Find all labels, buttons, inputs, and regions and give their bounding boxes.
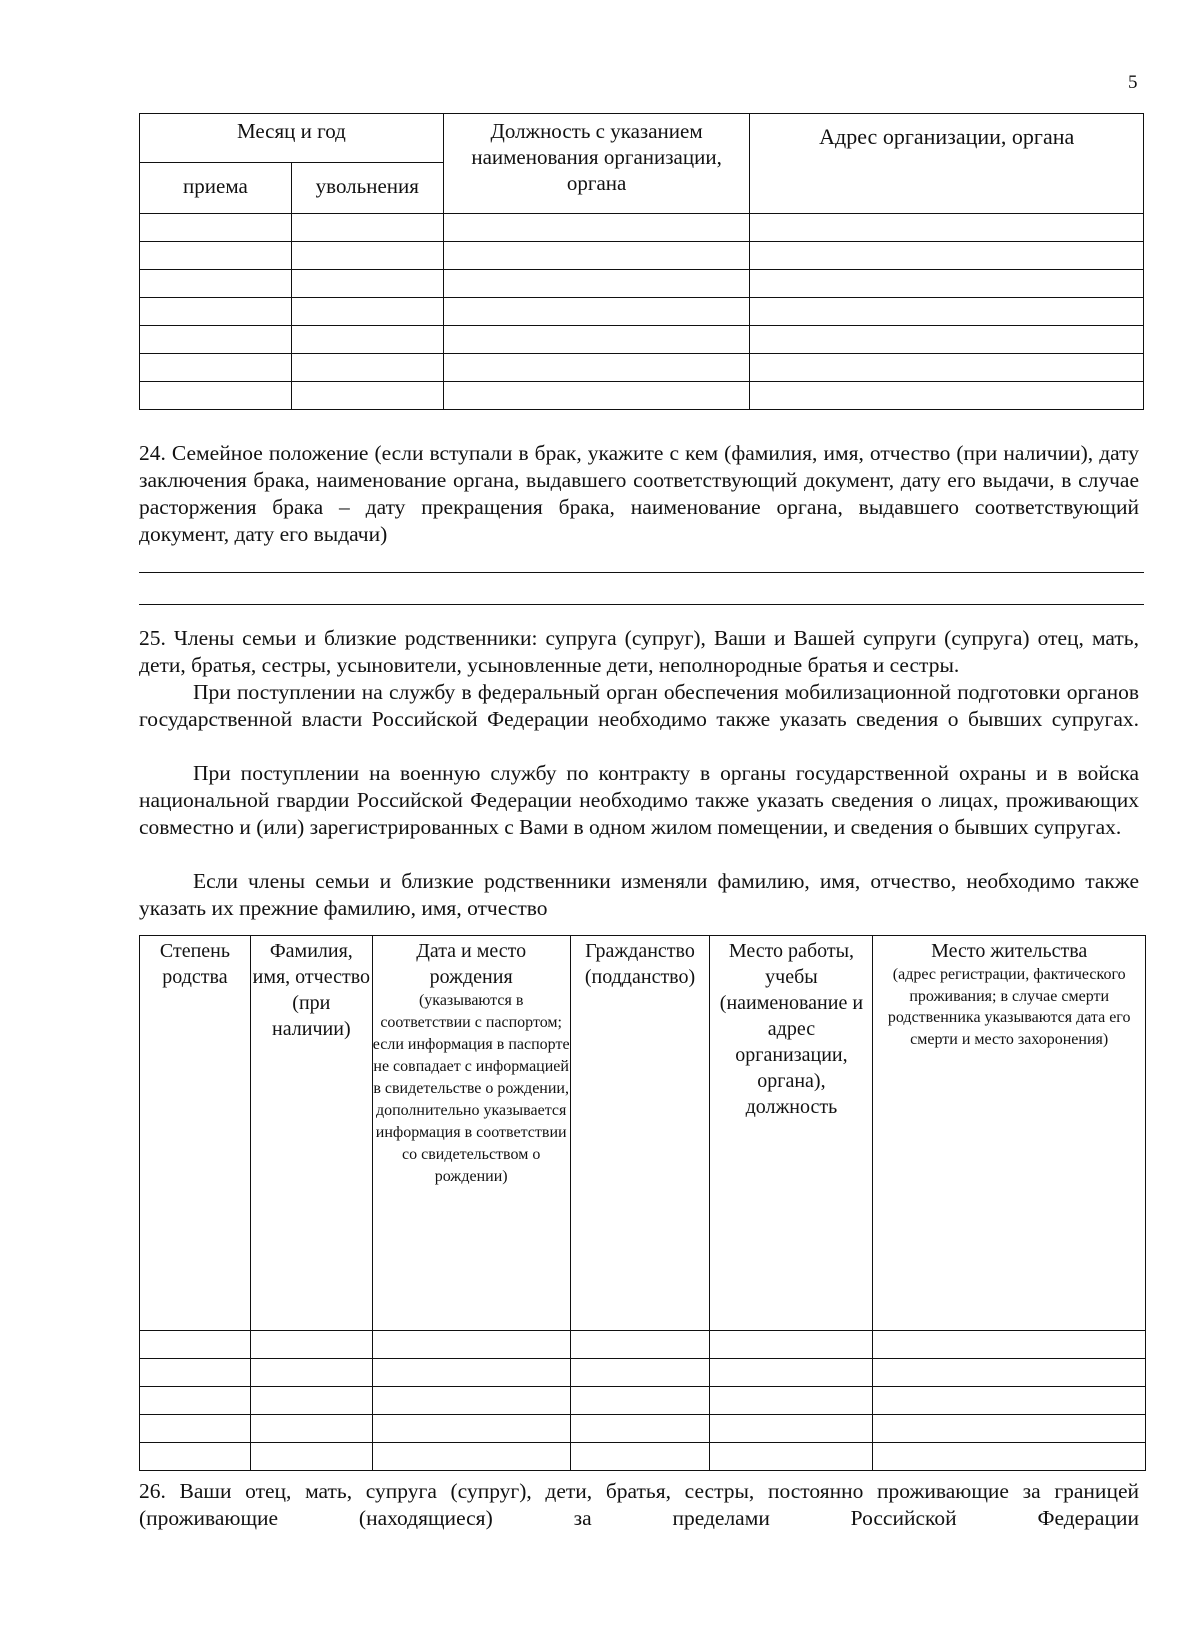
cell[interactable]: [750, 242, 1144, 270]
cell[interactable]: [570, 1359, 710, 1387]
cell[interactable]: [873, 1359, 1146, 1387]
item-26-relatives-abroad: 26. Ваши отец, мать, супруга (супруг), дети, братья, сестры, постоянно проживающие за границей (проживающие (находящиеся) за пределами Российской Федерации: [139, 1479, 1139, 1530]
cell[interactable]: [140, 1359, 251, 1387]
cell[interactable]: [710, 1359, 873, 1387]
cell[interactable]: [570, 1443, 710, 1471]
cell[interactable]: [140, 354, 292, 382]
header-position: Должность с указанием наименования организации, органа: [443, 114, 750, 214]
table-row: [140, 1443, 1146, 1471]
header-birth-main: Дата и место рождения: [416, 940, 527, 988]
table-row: [140, 270, 1144, 298]
header-workplace: Место работы, учебы (наименование и адрес организации, органа), должность: [710, 936, 873, 1331]
cell[interactable]: [250, 1415, 372, 1443]
cell[interactable]: [140, 1415, 251, 1443]
item-25-paragraph-4: Если члены семьи и близкие родственники изменяли фамилию, имя, отчество, необходимо также указать их прежние фамилию, имя, отчество: [139, 869, 1139, 920]
cell[interactable]: [570, 1331, 710, 1359]
cell[interactable]: [140, 242, 292, 270]
table-row: [140, 382, 1144, 410]
cell[interactable]: [443, 242, 750, 270]
header-residence: [873, 936, 1146, 1331]
cell[interactable]: [140, 214, 292, 242]
cell[interactable]: [443, 298, 750, 326]
table-row: [140, 298, 1144, 326]
header-kinship: Степень родства: [140, 936, 251, 1331]
table-row: [140, 354, 1144, 382]
table-row: [140, 242, 1144, 270]
fill-line[interactable]: [139, 604, 1144, 605]
cell[interactable]: [291, 242, 443, 270]
cell[interactable]: [750, 354, 1144, 382]
cell[interactable]: [140, 270, 292, 298]
cell[interactable]: [140, 326, 292, 354]
cell[interactable]: [250, 1443, 372, 1471]
table-row: [140, 1415, 1146, 1443]
cell[interactable]: [140, 1331, 251, 1359]
header-dismissal: увольнения: [291, 163, 443, 214]
cell[interactable]: [140, 382, 292, 410]
header-residence-main: Место жительства: [931, 940, 1088, 962]
cell[interactable]: [873, 1387, 1146, 1415]
page-number: 5: [1128, 72, 1138, 93]
cell[interactable]: [443, 214, 750, 242]
cell[interactable]: [873, 1443, 1146, 1471]
cell[interactable]: [710, 1415, 873, 1443]
cell[interactable]: [372, 1415, 570, 1443]
cell[interactable]: [570, 1415, 710, 1443]
header-address: Адрес организации, органа: [750, 114, 1144, 214]
cell[interactable]: [873, 1331, 1146, 1359]
cell[interactable]: [291, 326, 443, 354]
cell[interactable]: [372, 1387, 570, 1415]
table-row: [140, 1359, 1146, 1387]
cell[interactable]: [710, 1387, 873, 1415]
cell[interactable]: [710, 1443, 873, 1471]
cell[interactable]: [873, 1415, 1146, 1443]
cell[interactable]: [140, 1387, 251, 1415]
cell[interactable]: [250, 1359, 372, 1387]
cell[interactable]: [443, 382, 750, 410]
cell[interactable]: [750, 298, 1144, 326]
item-24-marital-status: 24. Семейное положение (если вступали в брак, укажите с кем (фамилия, имя, отчество (при наличии), дату заключения брака, наименование органа, выдавшего соответствующий документ, дату его выдачи, в случае расторжения брака – дату прекращения брака, наименование органа, выдавшего соответствующий документ, дату его выдачи): [139, 441, 1139, 546]
cell[interactable]: [250, 1331, 372, 1359]
header-full-name: Фамилия, имя, отчество (при наличии): [250, 936, 372, 1331]
cell[interactable]: [750, 382, 1144, 410]
item-25-paragraph-1: 25. Члены семьи и близкие родственники: супруга (супруг), Ваши и Вашей супруги (супруга) отец, мать, дети, братья, сестры, усыновители, усыновленные дети, неполнородные братья и сестры.: [139, 626, 1139, 677]
cell[interactable]: [291, 298, 443, 326]
cell[interactable]: [250, 1387, 372, 1415]
cell[interactable]: [443, 326, 750, 354]
cell[interactable]: [750, 270, 1144, 298]
header-month-year: Месяц и год: [140, 114, 444, 163]
cell[interactable]: [140, 298, 292, 326]
cell[interactable]: [372, 1331, 570, 1359]
table-row: [140, 1331, 1146, 1359]
relatives-table: [139, 935, 1146, 1471]
header-residence-note: (адрес регистрации, фактического проживания; в случае смерти родственника указываются дата его смерти и место захоронения): [887, 966, 1131, 1048]
cell[interactable]: [291, 214, 443, 242]
cell[interactable]: [291, 270, 443, 298]
header-birth: [372, 936, 570, 1331]
cell[interactable]: [443, 270, 750, 298]
table-row: [140, 326, 1144, 354]
cell[interactable]: [140, 1443, 251, 1471]
cell[interactable]: [372, 1359, 570, 1387]
cell[interactable]: [750, 326, 1144, 354]
cell[interactable]: [443, 354, 750, 382]
item-25-paragraph-2: При поступлении на службу в федеральный орган обеспечения мобилизационной подготовки органов государственной власти Российской Федерации необходимо также указать сведения о бывших супругах.: [139, 680, 1139, 731]
table-row: [140, 214, 1144, 242]
header-hire: приема: [140, 163, 292, 214]
header-birth-note: (указываются в соответствии с паспортом; если информация в паспорте не совпадает с информацией в свидетельстве о рождении, дополнительно указывается информация в соответствии со свидетельством о рождении): [372, 992, 570, 1185]
item-25-paragraph-3: При поступлении на военную службу по контракту в органы государственной охраны и в войска национальной гвардии Российской Федерации необходимо также указать сведения о лицах, проживающих совместно и (или) зарегистрированных с Вами в одном жилом помещении, и сведения о бывших супругах.: [139, 761, 1139, 839]
fill-line[interactable]: [139, 572, 1144, 573]
cell[interactable]: [372, 1443, 570, 1471]
cell[interactable]: [291, 354, 443, 382]
table-row: [140, 1387, 1146, 1415]
cell[interactable]: [570, 1387, 710, 1415]
cell[interactable]: [710, 1331, 873, 1359]
header-citizenship: Гражданство (подданство): [570, 936, 710, 1331]
cell[interactable]: [750, 214, 1144, 242]
employment-table: [139, 113, 1144, 410]
cell[interactable]: [291, 382, 443, 410]
